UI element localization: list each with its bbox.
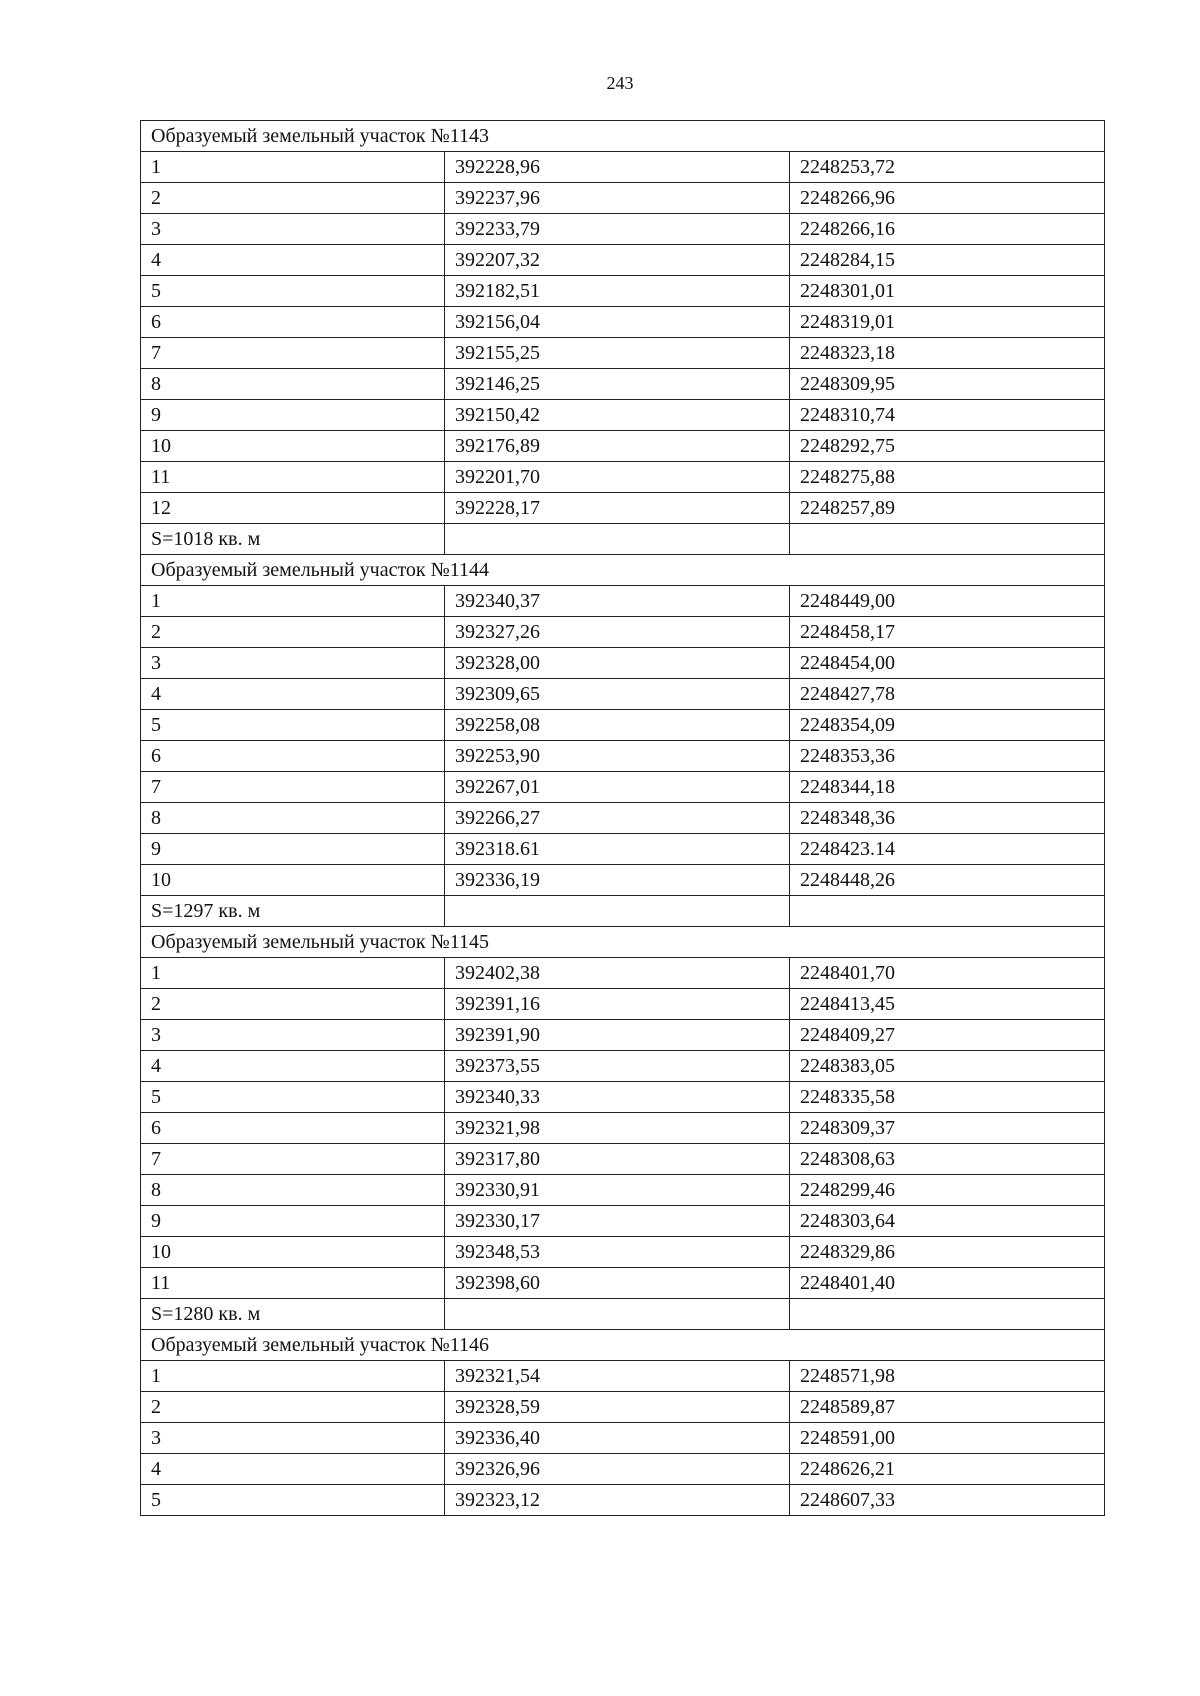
point-row	[141, 1206, 1105, 1237]
empty-cell	[790, 1299, 1105, 1330]
coordinates-table-body	[141, 121, 1105, 1516]
point-number: 4	[141, 1051, 445, 1082]
coordinate-y: 2248308,63	[790, 1144, 1105, 1175]
point-row	[141, 431, 1105, 462]
point-row	[141, 338, 1105, 369]
section-header-row	[141, 927, 1105, 958]
coordinate-y: 2248275,88	[790, 462, 1105, 493]
coordinate-y: 2248344,18	[790, 772, 1105, 803]
point-number: 8	[141, 1175, 445, 1206]
point-row	[141, 586, 1105, 617]
point-number: 9	[141, 834, 445, 865]
coordinate-x: 392176,89	[445, 431, 790, 462]
point-number: 2	[141, 617, 445, 648]
area-value: S=1018 кв. м	[141, 524, 445, 555]
point-number: 1	[141, 152, 445, 183]
coordinate-y: 2248458,17	[790, 617, 1105, 648]
coordinate-y: 2248319,01	[790, 307, 1105, 338]
point-row	[141, 1051, 1105, 1082]
coordinate-x: 392330,91	[445, 1175, 790, 1206]
point-row	[141, 772, 1105, 803]
point-row	[141, 1113, 1105, 1144]
coordinate-y: 2248303,64	[790, 1206, 1105, 1237]
section-title: Образуемый земельный участок №1145	[141, 927, 1105, 958]
point-row	[141, 152, 1105, 183]
point-row	[141, 1454, 1105, 1485]
point-row	[141, 989, 1105, 1020]
coordinates-table	[140, 120, 1105, 1516]
coordinate-x: 392207,32	[445, 245, 790, 276]
coordinate-y: 2248589,87	[790, 1392, 1105, 1423]
coordinate-y: 2248353,36	[790, 741, 1105, 772]
coordinate-x: 392253,90	[445, 741, 790, 772]
point-row	[141, 865, 1105, 896]
coordinate-y: 2248299,46	[790, 1175, 1105, 1206]
point-row	[141, 276, 1105, 307]
point-number: 11	[141, 1268, 445, 1299]
coordinate-y: 2248292,75	[790, 431, 1105, 462]
point-number: 5	[141, 1082, 445, 1113]
area-row	[141, 896, 1105, 927]
point-number: 12	[141, 493, 445, 524]
coordinate-y: 2248409,27	[790, 1020, 1105, 1051]
point-row	[141, 183, 1105, 214]
point-number: 2	[141, 1392, 445, 1423]
coordinate-y: 2248354,09	[790, 710, 1105, 741]
empty-cell	[445, 896, 790, 927]
point-number: 8	[141, 803, 445, 834]
point-row	[141, 493, 1105, 524]
point-number: 5	[141, 710, 445, 741]
coordinate-y: 2248309,95	[790, 369, 1105, 400]
point-number: 4	[141, 1454, 445, 1485]
point-row	[141, 803, 1105, 834]
coordinate-x: 392340,37	[445, 586, 790, 617]
coordinate-x: 392267,01	[445, 772, 790, 803]
point-row	[141, 710, 1105, 741]
coordinate-x: 392182,51	[445, 276, 790, 307]
point-number: 9	[141, 1206, 445, 1237]
coordinate-y: 2248423.14	[790, 834, 1105, 865]
coordinate-x: 392201,70	[445, 462, 790, 493]
point-row	[141, 1485, 1105, 1516]
coordinate-x: 392266,27	[445, 803, 790, 834]
coordinate-x: 392326,96	[445, 1454, 790, 1485]
point-number: 10	[141, 1237, 445, 1268]
coordinate-y: 2248448,26	[790, 865, 1105, 896]
point-number: 3	[141, 648, 445, 679]
coordinate-x: 392258,08	[445, 710, 790, 741]
coordinate-x: 392228,96	[445, 152, 790, 183]
coordinate-x: 392330,17	[445, 1206, 790, 1237]
coordinate-y: 2248401,70	[790, 958, 1105, 989]
coordinate-x: 392328,59	[445, 1392, 790, 1423]
coordinate-x: 392155,25	[445, 338, 790, 369]
coordinate-x: 392318.61	[445, 834, 790, 865]
coordinate-x: 392398,60	[445, 1268, 790, 1299]
point-number: 10	[141, 865, 445, 896]
point-number: 6	[141, 307, 445, 338]
coordinate-y: 2248413,45	[790, 989, 1105, 1020]
section-header-row	[141, 1330, 1105, 1361]
point-row	[141, 1392, 1105, 1423]
point-row	[141, 369, 1105, 400]
point-row	[141, 1144, 1105, 1175]
coordinate-y: 2248348,36	[790, 803, 1105, 834]
coordinate-y: 2248383,05	[790, 1051, 1105, 1082]
point-number: 11	[141, 462, 445, 493]
point-number: 4	[141, 679, 445, 710]
point-row	[141, 214, 1105, 245]
point-number: 7	[141, 338, 445, 369]
coordinate-y: 2248309,37	[790, 1113, 1105, 1144]
point-number: 1	[141, 1361, 445, 1392]
section-title: Образуемый земельный участок №1143	[141, 121, 1105, 152]
area-value: S=1280 кв. м	[141, 1299, 445, 1330]
section-header-row	[141, 555, 1105, 586]
point-row	[141, 1020, 1105, 1051]
empty-cell	[445, 524, 790, 555]
coordinate-y: 2248301,01	[790, 276, 1105, 307]
point-row	[141, 1268, 1105, 1299]
area-row	[141, 1299, 1105, 1330]
coordinate-x: 392391,16	[445, 989, 790, 1020]
coordinate-y: 2248607,33	[790, 1485, 1105, 1516]
page-number: 243	[606, 73, 634, 93]
point-number: 8	[141, 369, 445, 400]
point-number: 1	[141, 586, 445, 617]
point-number: 5	[141, 1485, 445, 1516]
coordinate-y: 2248449,00	[790, 586, 1105, 617]
point-number: 7	[141, 772, 445, 803]
section-title: Образуемый земельный участок №1144	[141, 555, 1105, 586]
coordinate-x: 392391,90	[445, 1020, 790, 1051]
coordinate-y: 2248310,74	[790, 400, 1105, 431]
area-row	[141, 524, 1105, 555]
coordinate-x: 392317,80	[445, 1144, 790, 1175]
point-number: 3	[141, 214, 445, 245]
coordinate-y: 2248257,89	[790, 493, 1105, 524]
point-number: 7	[141, 1144, 445, 1175]
point-number: 1	[141, 958, 445, 989]
point-number: 2	[141, 183, 445, 214]
coordinate-y: 2248323,18	[790, 338, 1105, 369]
coordinate-x: 392321,98	[445, 1113, 790, 1144]
point-number: 2	[141, 989, 445, 1020]
empty-cell	[790, 896, 1105, 927]
coordinate-x: 392328,00	[445, 648, 790, 679]
point-number: 4	[141, 245, 445, 276]
coordinate-y: 2248454,00	[790, 648, 1105, 679]
point-row	[141, 679, 1105, 710]
coordinate-x: 392146,25	[445, 369, 790, 400]
empty-cell	[445, 1299, 790, 1330]
point-number: 5	[141, 276, 445, 307]
point-number: 6	[141, 741, 445, 772]
point-row	[141, 741, 1105, 772]
coordinate-y: 2248427,78	[790, 679, 1105, 710]
coordinate-y: 2248626,21	[790, 1454, 1105, 1485]
coordinate-x: 392228,17	[445, 493, 790, 524]
coordinate-y: 2248335,58	[790, 1082, 1105, 1113]
coordinate-y: 2248401,40	[790, 1268, 1105, 1299]
coordinate-y: 2248253,72	[790, 152, 1105, 183]
coordinate-y: 2248266,96	[790, 183, 1105, 214]
coordinate-x: 392150,42	[445, 400, 790, 431]
section-header-row	[141, 121, 1105, 152]
coordinate-y: 2248284,15	[790, 245, 1105, 276]
point-row	[141, 462, 1105, 493]
coordinate-x: 392348,53	[445, 1237, 790, 1268]
point-number: 3	[141, 1423, 445, 1454]
coordinate-y: 2248329,86	[790, 1237, 1105, 1268]
point-row	[141, 1175, 1105, 1206]
point-row	[141, 958, 1105, 989]
point-row	[141, 617, 1105, 648]
point-number: 6	[141, 1113, 445, 1144]
coordinate-y: 2248266,16	[790, 214, 1105, 245]
point-row	[141, 307, 1105, 338]
section-title: Образуемый земельный участок №1146	[141, 1330, 1105, 1361]
coordinate-x: 392323,12	[445, 1485, 790, 1516]
empty-cell	[790, 524, 1105, 555]
point-number: 3	[141, 1020, 445, 1051]
coordinate-x: 392309,65	[445, 679, 790, 710]
coordinate-x: 392233,79	[445, 214, 790, 245]
coordinate-y: 2248571,98	[790, 1361, 1105, 1392]
point-row	[141, 1082, 1105, 1113]
coordinate-x: 392156,04	[445, 307, 790, 338]
point-row	[141, 834, 1105, 865]
point-row	[141, 1237, 1105, 1268]
point-row	[141, 245, 1105, 276]
point-row	[141, 1423, 1105, 1454]
coordinate-x: 392336,40	[445, 1423, 790, 1454]
coordinate-x: 392336,19	[445, 865, 790, 896]
coordinate-x: 392373,55	[445, 1051, 790, 1082]
coordinate-x: 392340,33	[445, 1082, 790, 1113]
area-value: S=1297 кв. м	[141, 896, 445, 927]
coordinate-y: 2248591,00	[790, 1423, 1105, 1454]
point-row	[141, 648, 1105, 679]
coordinate-x: 392321,54	[445, 1361, 790, 1392]
point-row	[141, 400, 1105, 431]
point-row	[141, 1361, 1105, 1392]
coordinate-x: 392237,96	[445, 183, 790, 214]
coordinate-x: 392402,38	[445, 958, 790, 989]
coordinate-x: 392327,26	[445, 617, 790, 648]
point-number: 10	[141, 431, 445, 462]
point-number: 9	[141, 400, 445, 431]
